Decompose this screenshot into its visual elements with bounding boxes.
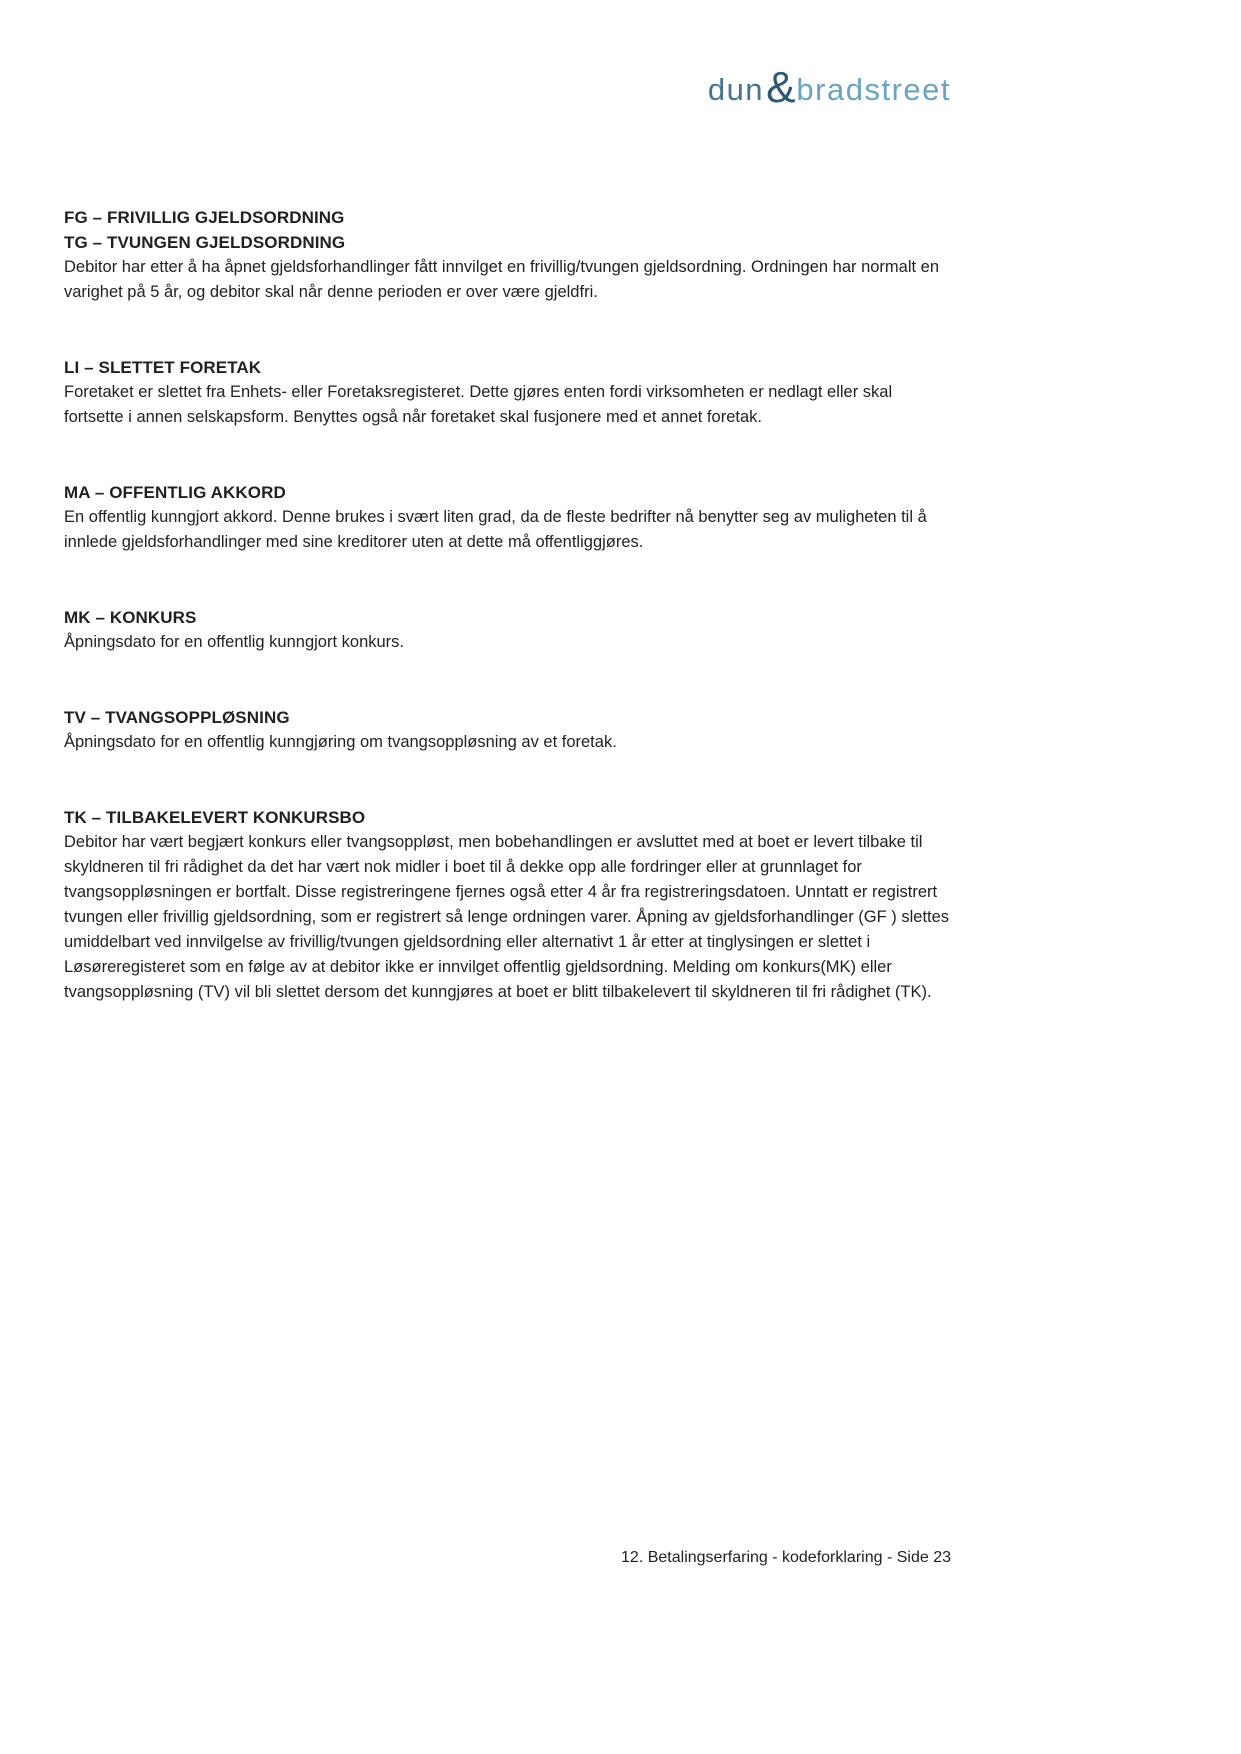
section-heading: TV – TVANGSOPPLØSNING	[64, 708, 290, 727]
document-body	[64, 205, 956, 1005]
section-heading: LI – SLETTET FORETAK	[64, 358, 262, 377]
section-li	[64, 355, 956, 430]
section-tk	[64, 805, 956, 1005]
section-paragraph: Debitor har etter å ha åpnet gjeldsforhandlinger fått innvilget en frivillig/tvungen gjeldsordning. Ordningen har normalt en varighet på 5 år, og debitor skal når denne perioden er over være gjeldfri.	[64, 258, 940, 301]
section-heading: TK – TILBAKELEVERT KONKURSBO	[64, 808, 366, 827]
section-heading: FG – FRIVILLIG GJELDSORDNING	[64, 208, 345, 227]
section-paragraph: En offentlig kunngjort akkord. Denne brukes i svært liten grad, da de fleste bedrifter nå benytter seg av muligheten til å innlede gjeldsforhandlinger med sine kreditorer uten at dette må offentliggjøres.	[64, 508, 927, 551]
section-heading: TG – TVUNGEN GJELDSORDNING	[64, 233, 346, 252]
section-paragraph: Foretaket er slettet fra Enhets- eller Foretaksregisteret. Dette gjøres enten fordi virksomheten er nedlagt eller skal fortsette i annen selskapsform. Benyttes også når foretaket skal fusjonere med et annet foretak.	[64, 383, 893, 426]
section-tv	[64, 705, 956, 755]
logo-word-bradstreet: bradstreet	[796, 72, 951, 107]
section-mk	[64, 605, 956, 655]
section-fg-tg	[64, 205, 956, 305]
page-footer: 12. Betalingserfaring - kodeforklaring - Side 23	[621, 1549, 951, 1566]
section-paragraph: Åpningsdato for en offentlig kunngjort konkurs.	[64, 633, 404, 651]
section-heading: MK – KONKURS	[64, 608, 197, 627]
section-paragraph: Debitor har vært begjært konkurs eller tvangsoppløst, men bobehandlingen er avsluttet med at boet er levert tilbake til skyldneren til fri rådighet da det har vært nok midler i boet til å dekke opp alle fordringer eller at grunnlaget for tvangsoppløsningen er bortfalt. Disse registreringene fjernes også etter 4 år fra registreringsdatoen. Unntatt er registrert tvungen eller frivillig gjeldsordning, som er registrert så lenge ordningen varer. Åpning av gjeldsforhandlinger (GF ) slettes umiddelbart ved innvilgelse av frivillig/tvungen gjeldsordning eller alternativt 1 år etter at tinglysingen er slettet i Løsøreregisteret som en følge av at debitor ikke er innvilget offentlig gjeldsordning. Melding om konkurs(MK) eller tvangsoppløsning (TV) vil bli slettet dersom det kunngjøres at boet er blitt tilbakelevert til skyldneren til fri rådighet (TK).	[64, 833, 950, 1001]
logo-ampersand-icon: &	[766, 63, 796, 112]
logo-word-dun: dun	[707, 72, 765, 107]
section-paragraph: Åpningsdato for en offentlig kunngjøring om tvangsoppløsning av et foretak.	[64, 733, 617, 751]
dun-bradstreet-logo	[707, 63, 951, 112]
section-heading: MA – OFFENTLIG AKKORD	[64, 483, 286, 502]
section-ma	[64, 480, 956, 555]
